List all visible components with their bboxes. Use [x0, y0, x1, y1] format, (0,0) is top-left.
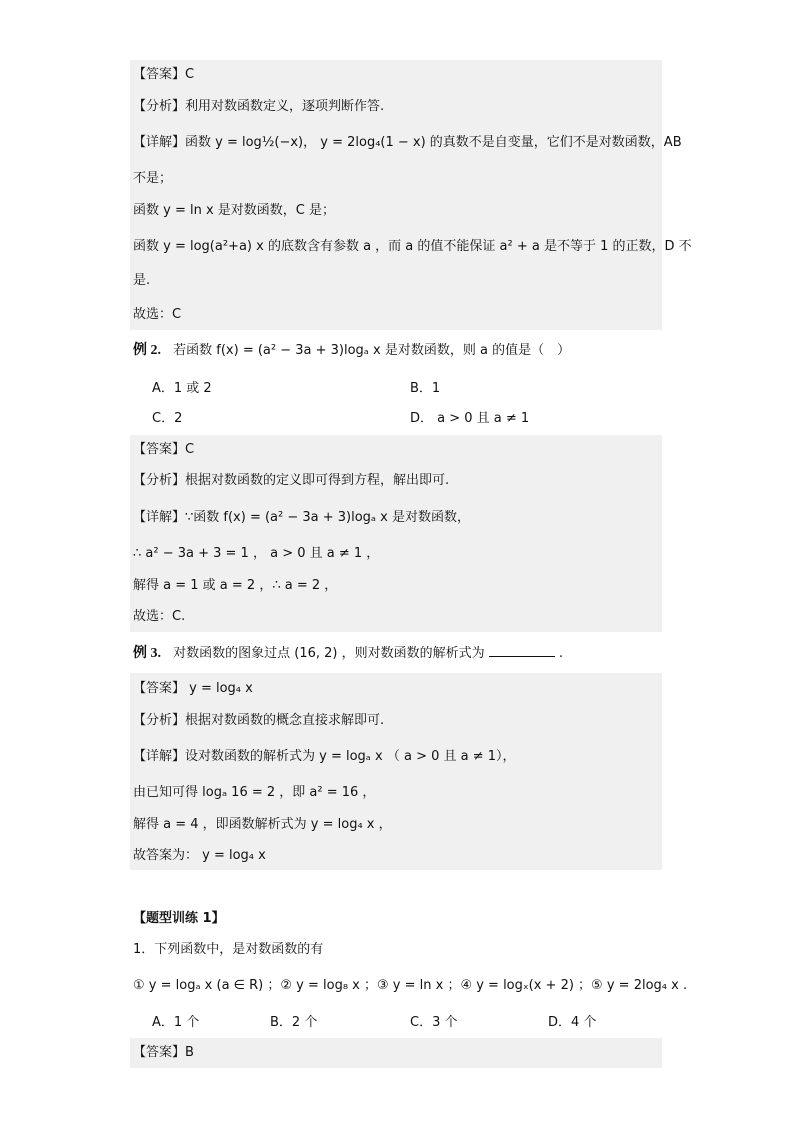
- detail-line: 解得 a = 4 ，即函数解析式为 y = log₄ x ，: [133, 817, 392, 832]
- option-c: C．3 个: [410, 1015, 458, 1030]
- detail-line: 【详解】∵函数 f(x) = (a² − 3a + 3)logₐ x 是对数函数，: [133, 510, 470, 525]
- option-a: A．1 个: [152, 1015, 200, 1030]
- detail-line: 【详解】函数 y = log½(−x)， y = 2log₄(1 − x) 的真数不是自变量，它们不是对数函数，AB: [133, 135, 682, 150]
- answer-line: 【答案】C: [133, 442, 195, 457]
- answer-line: 【答案】 y = log₄ x: [133, 681, 253, 696]
- option-d: D．4 个: [548, 1015, 597, 1030]
- analysis-line: 【分析】根据对数函数的定义即可得到方程，解出即可.: [133, 473, 450, 488]
- option-a: A．1 或 2: [152, 381, 212, 396]
- example-label: 例 3.: [133, 646, 161, 661]
- solution-block-2: [130, 435, 662, 632]
- analysis-line: 【分析】利用对数函数定义，逐项判断作答.: [133, 99, 385, 114]
- option-c: C．2: [152, 411, 183, 426]
- answer-blank: [489, 644, 555, 657]
- analysis-line: 【分析】根据对数函数的概念直接求解即可.: [133, 713, 385, 728]
- solution-block-3: [130, 673, 662, 870]
- solution-block-4: [130, 1038, 662, 1068]
- section-title: 【题型训练 1】: [133, 911, 225, 926]
- detail-line: 函数 y = log(a²+a) x 的底数含有参数 a ，而 a 的值不能保证 a² + a 是不等于 1 的正数，D 不: [133, 239, 692, 254]
- detail-line: 【详解】设对数函数的解析式为 y = logₐ x （ a > 0 且 a ≠ 1），: [133, 749, 516, 764]
- example-2-question: [133, 342, 570, 360]
- answer-line: 【答案】B: [133, 1045, 194, 1060]
- training-question-1: 1．下列函数中，是对数函数的有: [133, 942, 324, 957]
- conclusion-line: 故选：C: [133, 307, 182, 322]
- detail-line: 解得 a = 1 或 a = 2 ，∴ a = 2 ，: [133, 578, 338, 593]
- conclusion-line: 故答案为： y = log₄ x: [133, 848, 266, 863]
- option-b: B．2 个: [270, 1015, 318, 1030]
- detail-line: ∴ a² − 3a + 3 = 1 ， a > 0 且 a ≠ 1 ，: [133, 546, 380, 561]
- question-text: 若函数 f(x) = (a² − 3a + 3)logₐ x 是对数函数，则 a 的值是（ ）: [173, 343, 571, 358]
- example-label: 例 2.: [133, 343, 161, 358]
- detail-line: 不是；: [133, 171, 173, 186]
- question-text: 对数函数的图象过点 (16, 2) ，则对数函数的解析式为: [173, 646, 485, 661]
- detail-line: 由已知可得 logₐ 16 = 2 ，即 a² = 16 ，: [133, 785, 376, 800]
- question-end: .: [558, 646, 564, 661]
- conclusion-line: 故选：C.: [133, 609, 186, 624]
- training-question-1-items: ① y = logₐ x (a ∈ R) ；② y = log₈ x ；③ y = ln x ；④ y = logₓ(x + 2) ；⑤ y = 2log₄ x .: [133, 978, 688, 993]
- option-b: B．1: [410, 381, 441, 396]
- detail-line: 是.: [133, 273, 151, 288]
- example-3-question: [133, 644, 563, 663]
- detail-line: 函数 y = ln x 是对数函数，C 是；: [133, 203, 336, 218]
- option-d: D． a > 0 且 a ≠ 1: [410, 411, 530, 426]
- answer-line: 【答案】C: [133, 67, 195, 82]
